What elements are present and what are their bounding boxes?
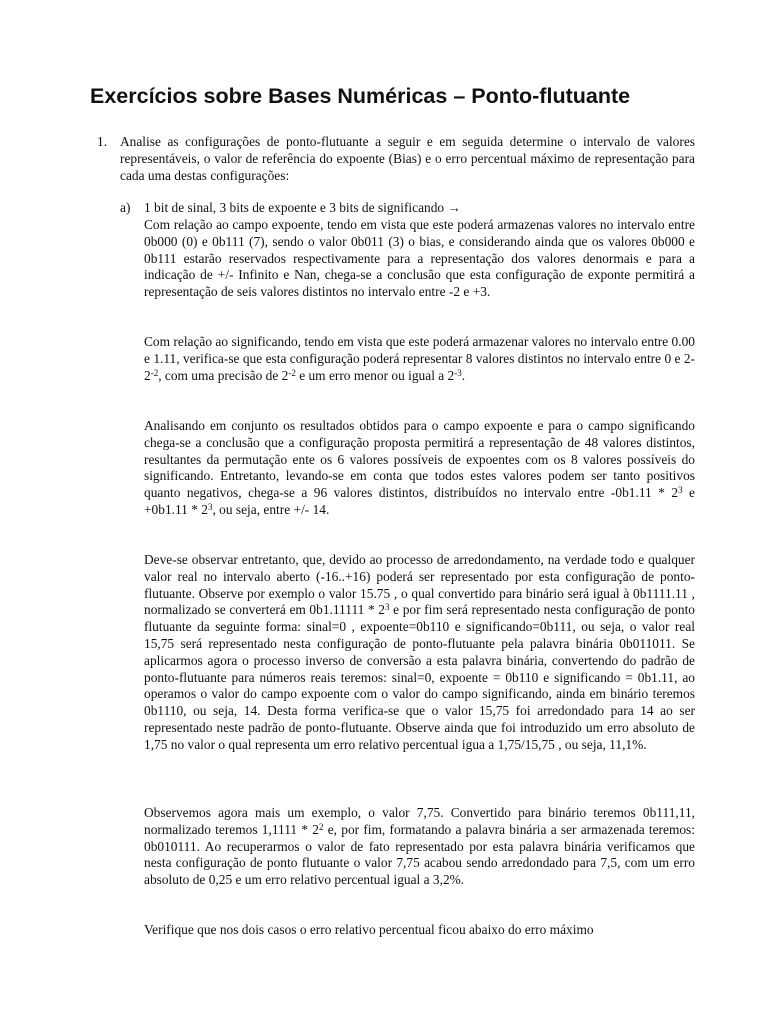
document-title: Exercícios sobre Bases Numéricas – Ponto-flutuante: [90, 84, 631, 108]
item-heading: 1 bit de sinal, 3 bits de expoente e 3 bits de significando →: [144, 200, 461, 215]
text-run: Observemos agora mais um exemplo, o valor 7,75. Convertido para binário teremos 0b111,11, normalizado teremos 1,1111 * 2: [144, 805, 695, 837]
text-run: e +0b1.11 * 2: [144, 485, 695, 517]
paragraph-second-example: [144, 805, 695, 889]
superscript: -2: [288, 367, 296, 378]
paragraph-exponent: Com relação ao campo expoente, tendo em vista que este poderá armazenas valores no intervalo entre 0b000 (0) e 0b111 (7), sendo o valor 0b011 (3) o bias, e considerando ainda que os valores 0b000 e 0b111 estarão reservados respectivamente para a representação dos valores denormais e para a indicação de +/- Infinito e Nan, chega-se a conclusão que esta configuração de exponte permitirá a representação de seis valores distintos no intervalo entre -2 e +3.: [144, 217, 695, 300]
superscript: -3: [454, 367, 462, 378]
text-run: Deve-se observar entretanto, que, devido ao processo de arredondamento, na verdade todo e qualquer valor real no intervalo aberto (-16..+16) poderá ser representado por esta configuração de ponto-flutuante. Observe por exemplo o valor 15.75 , o qual convertido para binário será igual à 0b1111.11 , normalizado se converterá em 0b1.11111 * 2: [144, 552, 695, 618]
text-run: e um erro menor ou igual a 2: [295, 367, 455, 383]
superscript: -2: [150, 367, 159, 378]
superscript: 3: [207, 501, 213, 512]
superscript: 2: [318, 821, 324, 832]
text-run: e por fim será representado nesta configuração de ponto flutuante da seguinte forma: sinal=0 , expoente=0b110 e significando=0b111, ou seja, o valor real 15,75 será representado nesta configuração de ponto-flutuante pela palavra binária 0b011011. Se aplicarmos agora o processo inverso de conversão a esta palavra binária, convertendo do padrão de ponto-flutuante para números reais teremos: sinal=0, expoente = 0b110 e significando = 0b1.11, ao operamos o valor do campo expoente com o valor do campo significando, ainda em binário teremos 0b1110, ou seja, 14. Desta forma verifica-se que o valor 15,75 foi arredondado para 14 ao ser representado neste padrão de ponto-flutuante. Observe ainda que foi introduzido um erro absoluto de 1,75 no valor o qual representa um erro relativo percentual igua a 1,75/15,75 , ou seja, 11,1%.: [144, 602, 695, 752]
text-run: , ou seja, entre +/- 14.: [212, 501, 330, 517]
paragraph-combined-analysis: [144, 418, 695, 519]
text-run: , com uma precisão de 2: [158, 367, 289, 383]
paragraph-conclusion: Verifique que nos dois casos o erro relativo percentual ficou abaixo do erro máximo: [144, 922, 594, 937]
superscript: 3: [385, 602, 390, 613]
paragraph-significand: [144, 334, 695, 384]
item-label: a): [120, 200, 131, 215]
text-run: .: [461, 367, 466, 383]
question-text: Analise as configurações de ponto-flutuante a seguir e em seguida determine o intervalo de valores representáveis, o valor de referência do expoente (Bias) e o erro percentual máximo de representação para cada uma destas configurações:: [120, 134, 695, 183]
text-run: Com relação ao significando, tendo em vista que este poderá armazenar valores no intervalo entre 0.00 e 1.11, verifica-se que esta configuração poderá representar 8 valores distintos no intervalo entre 0 e 2-2: [144, 334, 695, 383]
text-run: e, por fim, formatando a palavra binária a ser armazenada teremos: 0b010111. Ao recuperarmos o valor de fato representado por esta palavra binária verificamos que nesta configuração de ponto flutuante o valor 7,75 acabou sendo arredondado para 7,5, com um erro absoluto de 0,25 e um erro relativo percentual igual a 3,2%.: [144, 821, 695, 888]
question-number: 1.: [97, 134, 108, 149]
superscript: 3: [678, 485, 683, 496]
text-run: Analisando em conjunto os resultados obtidos para o campo expoente e para o campo significando chega-se a conclusão que a configuração proposta permitirá a representação de 48 valores distintos, resultantes da permutação ente os 6 valores possíveis de expoentes com os 8 valores possíveis do significando. Entretanto, levando-se em conta que todos estes valores podem ser tanto positivos quanto negativos, chega-se a 96 valores distintos, distribuídos no intervalo entre -0b1.11 * 2: [144, 418, 695, 501]
paragraph-rounding-example: [144, 552, 695, 754]
